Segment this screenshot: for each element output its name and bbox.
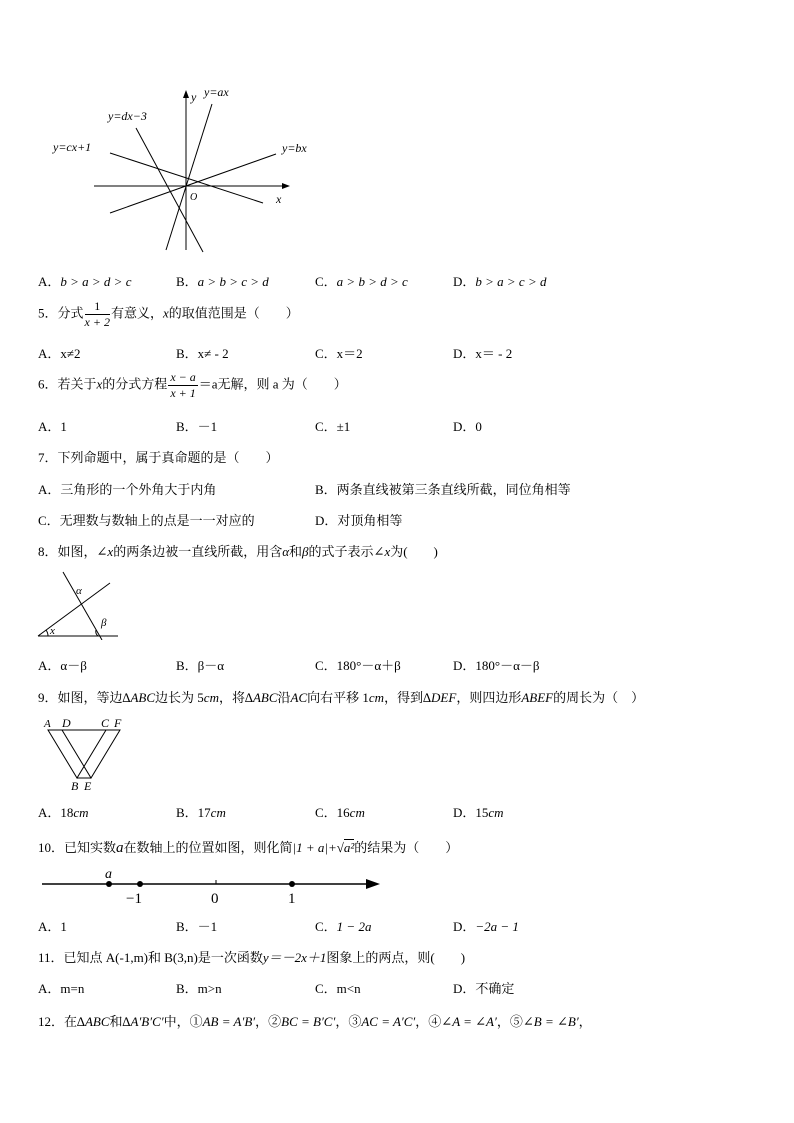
x-axis-arrow-icon (282, 183, 290, 189)
q9-t7: ，则四边形 (456, 690, 522, 705)
q9-option-a[interactable] (38, 802, 89, 821)
q9-t1: 9．如图，等边∆ (38, 690, 131, 705)
q5-variable: x (162, 305, 169, 321)
q10-t2: 在数轴上的位置如图，则化简 (123, 840, 293, 855)
q10-var-a: a (116, 840, 124, 856)
q10-abs: |1 + a|+ (292, 840, 337, 855)
q4-graph-figure (50, 82, 350, 257)
option-value: 15 (475, 805, 489, 820)
option-unit: cm (210, 805, 226, 820)
q9-t5: 向右平移 1 (307, 690, 369, 705)
option-value: 17 (197, 805, 211, 820)
q8-prefix: 8．如图，∠ (38, 544, 108, 559)
q9-option-b[interactable] (176, 802, 226, 821)
q12-t1: 12．在 (38, 1014, 78, 1029)
q9-abc: ABC (130, 690, 156, 705)
q8-stem (38, 541, 438, 560)
q8-text-2: 的式子表示∠ (308, 544, 385, 559)
q7-stem: 7．下列命题中，属于真命题的是（ ） (38, 450, 279, 465)
q10-t1: 10．已知实数 (38, 840, 117, 855)
q8-var-x-2: x (384, 544, 391, 559)
vertex-d: D (62, 716, 71, 730)
q8-option-d[interactable]: D．180°－α－β (453, 658, 540, 673)
x-label: x (50, 625, 55, 637)
q11-option-a[interactable]: A．m=n (38, 981, 85, 996)
q12-sep-4: ，⑤ (496, 1014, 523, 1029)
q9-cm-2: cm (368, 690, 385, 705)
vertex-e: E (84, 779, 92, 792)
q5-fraction (85, 299, 110, 330)
beta-label: β (101, 617, 107, 629)
option-text: b > a > c > d (475, 274, 547, 289)
option-label: D． (453, 919, 476, 934)
q12-sep-3: ，④ (415, 1014, 442, 1029)
option-text: a > b > d > c (336, 274, 408, 289)
line-y-dx-3 (136, 128, 203, 252)
option-label: C． (315, 805, 337, 820)
label-a: a (105, 867, 112, 882)
q9-def: DEF (431, 690, 457, 705)
q12-stem (38, 1011, 592, 1030)
x-axis-label: x (276, 192, 282, 206)
q12-end: ， (578, 1014, 592, 1029)
q12-t2: 中，① (163, 1014, 203, 1029)
option-label: C． (315, 274, 337, 289)
q9-ac: AC (290, 690, 308, 705)
option-label: B． (176, 274, 198, 289)
q8-text-end: 为( ) (390, 544, 438, 559)
q7-option-c[interactable]: C．无理数与数轴上的点是一一对应的 (38, 513, 255, 528)
q7-option-b[interactable]: B．两条直线被第三条直线所截，同位角相等 (315, 482, 571, 497)
q10-number-line (38, 864, 388, 910)
q9-abc-2: ABC (252, 690, 278, 705)
q12-sep-1: ，② (255, 1014, 282, 1029)
q9-t6: ，得到∆ (384, 690, 432, 705)
fraction-denominator: x + 2 (84, 315, 110, 329)
q6-option-c[interactable]: C．±1 (315, 419, 351, 434)
q5-option-b[interactable]: B．x≠ - 2 (176, 346, 229, 361)
q5-prefix: 5．分式 (38, 305, 84, 321)
q12-triangle-2: ∆A′B′C′ (122, 1014, 164, 1029)
option-label: D． (453, 805, 476, 820)
label-y-cx-1: y=cx+1 (53, 140, 92, 154)
q5-option-d[interactable]: D．x＝ - 2 (453, 346, 513, 361)
q6-stem (38, 370, 347, 401)
label-0: 0 (211, 891, 219, 907)
q10-t3: 的结果为（ ） (354, 840, 459, 855)
label-1: 1 (288, 891, 296, 907)
fraction-numerator: 1 (85, 299, 110, 315)
q8-text: 的两条边被一直线所截，用含 (113, 544, 283, 559)
alpha-label: α (76, 585, 82, 597)
q10-option-b[interactable]: B．－1 (176, 919, 218, 934)
vertex-b: B (71, 779, 79, 792)
q12-and: 和 (109, 1014, 123, 1029)
q12-cond-1: AB = A′B′ (202, 1014, 256, 1029)
q6-option-d[interactable]: D．0 (453, 419, 482, 434)
line-y-ax (166, 104, 212, 250)
q6-option-a[interactable]: A．1 (38, 419, 67, 434)
q6-text-end: ＝a无解，则 a 为（ ） (198, 376, 347, 392)
q10-option-a[interactable]: A．1 (38, 919, 67, 934)
fraction-denominator: x + 1 (170, 386, 196, 400)
option-label: A． (38, 805, 61, 820)
q8-alpha: α (282, 544, 290, 559)
option-unit: cm (488, 805, 504, 820)
q5-text-end: 的取值范围是（ ） (168, 305, 299, 321)
q7-option-d[interactable]: D．对顶角相等 (315, 513, 403, 528)
q11-option-d[interactable]: D．不确定 (453, 981, 515, 996)
q4-option-b[interactable] (176, 271, 269, 290)
q11-t1: 11．已知点 A(-1,m)和 B(3,n)是一次函数 (38, 950, 263, 965)
q10-option-d[interactable] (453, 916, 519, 935)
label-y-bx: y=bx (282, 141, 307, 155)
angle-x-arc (46, 630, 48, 636)
q6-text: 的分式方程 (102, 376, 168, 392)
transversal (63, 572, 102, 640)
q8-option-b[interactable]: B．β－α (176, 658, 225, 673)
q12-cond-2: BC = B′C′ (281, 1014, 336, 1029)
option-value: 16 (336, 805, 350, 820)
q9-t8: 的周长为（ ） (553, 690, 645, 705)
option-value: 18 (60, 805, 74, 820)
q11-option-b[interactable]: B．m>n (176, 981, 222, 996)
option-label: B． (176, 805, 198, 820)
q6-option-b[interactable]: B．－1 (176, 419, 218, 434)
q5-option-c[interactable]: C．x＝2 (315, 346, 363, 361)
vertex-a: A (44, 718, 51, 730)
q12-cond-5: ∠B = ∠B′ (522, 1014, 579, 1029)
q12-sep-2: ，③ (335, 1014, 362, 1029)
option-label: D． (453, 274, 476, 289)
q12-cond-3: AC = A′C′ (361, 1014, 416, 1029)
q12-cond-4: ∠A = ∠A′ (441, 1014, 497, 1029)
q8-beta: β (302, 544, 309, 559)
q6-fraction (168, 370, 197, 401)
q9-t3: ，将∆ (218, 690, 253, 705)
option-text: a > b > c > d (197, 274, 269, 289)
q8-var-x: x (107, 544, 114, 559)
fraction-numerator: x − a (170, 370, 196, 384)
q11-option-c[interactable]: C．m<n (315, 981, 361, 996)
label-y-dx-3: y=dx−3 (108, 109, 147, 123)
y-axis-arrow-icon (183, 90, 189, 98)
option-unit: cm (349, 805, 365, 820)
q8-and: 和 (289, 544, 303, 559)
point-neg1 (137, 881, 143, 887)
q9-abef: ABEF (521, 690, 554, 705)
q8-option-c[interactable]: C．180°－α＋β (315, 658, 401, 673)
q6-variable: x (96, 376, 103, 392)
option-text: −2a − 1 (475, 919, 519, 934)
q9-cm: cm (203, 690, 219, 705)
q11-stem (38, 947, 465, 966)
q4-option-d[interactable] (453, 271, 546, 290)
option-label: A． (38, 274, 61, 289)
q9-triangles-figure (42, 714, 132, 792)
q8-option-a[interactable]: A．α－β (38, 658, 87, 673)
option-text: 1 − 2a (336, 919, 372, 934)
q5-text: 有意义， (110, 305, 163, 321)
q10-option-c[interactable] (315, 916, 371, 935)
vertex-f: F (114, 716, 122, 730)
q10-stem (38, 837, 458, 857)
origin-label: O (190, 192, 198, 203)
q9-t4: 沿 (277, 690, 291, 705)
q9-stem (38, 687, 644, 706)
point-1 (289, 881, 295, 887)
option-unit: cm (73, 805, 89, 820)
q5-option-a[interactable]: A．x≠2 (38, 346, 81, 361)
axis-arrow-icon (366, 879, 380, 889)
q11-function: y＝－2x＋1 (262, 950, 327, 965)
q10-radicand: a² (343, 840, 355, 855)
q5-stem (38, 299, 299, 330)
q8-angle-figure (34, 568, 124, 640)
q6-prefix: 6．若关于 (38, 376, 97, 392)
option-label: C． (315, 919, 337, 934)
q7-option-a[interactable]: A．三角形的一个外角大于内角 (38, 482, 217, 497)
q11-t2: 图象上的两点，则( ) (326, 950, 466, 965)
option-text: b > a > d > c (60, 274, 132, 289)
label-y-ax: y=ax (204, 85, 229, 99)
q12-triangle-1: ∆ABC (77, 1014, 110, 1029)
vertex-c: C (101, 716, 110, 730)
y-axis-label: y (191, 90, 197, 104)
sqrt-symbol-icon: √ (336, 840, 344, 855)
q4-option-a[interactable] (38, 271, 131, 290)
q9-option-c[interactable] (315, 802, 365, 821)
q9-option-d[interactable] (453, 802, 504, 821)
label-neg1: −1 (126, 891, 142, 907)
q4-option-c[interactable] (315, 271, 408, 290)
q9-t2: 边长为 5 (155, 690, 204, 705)
